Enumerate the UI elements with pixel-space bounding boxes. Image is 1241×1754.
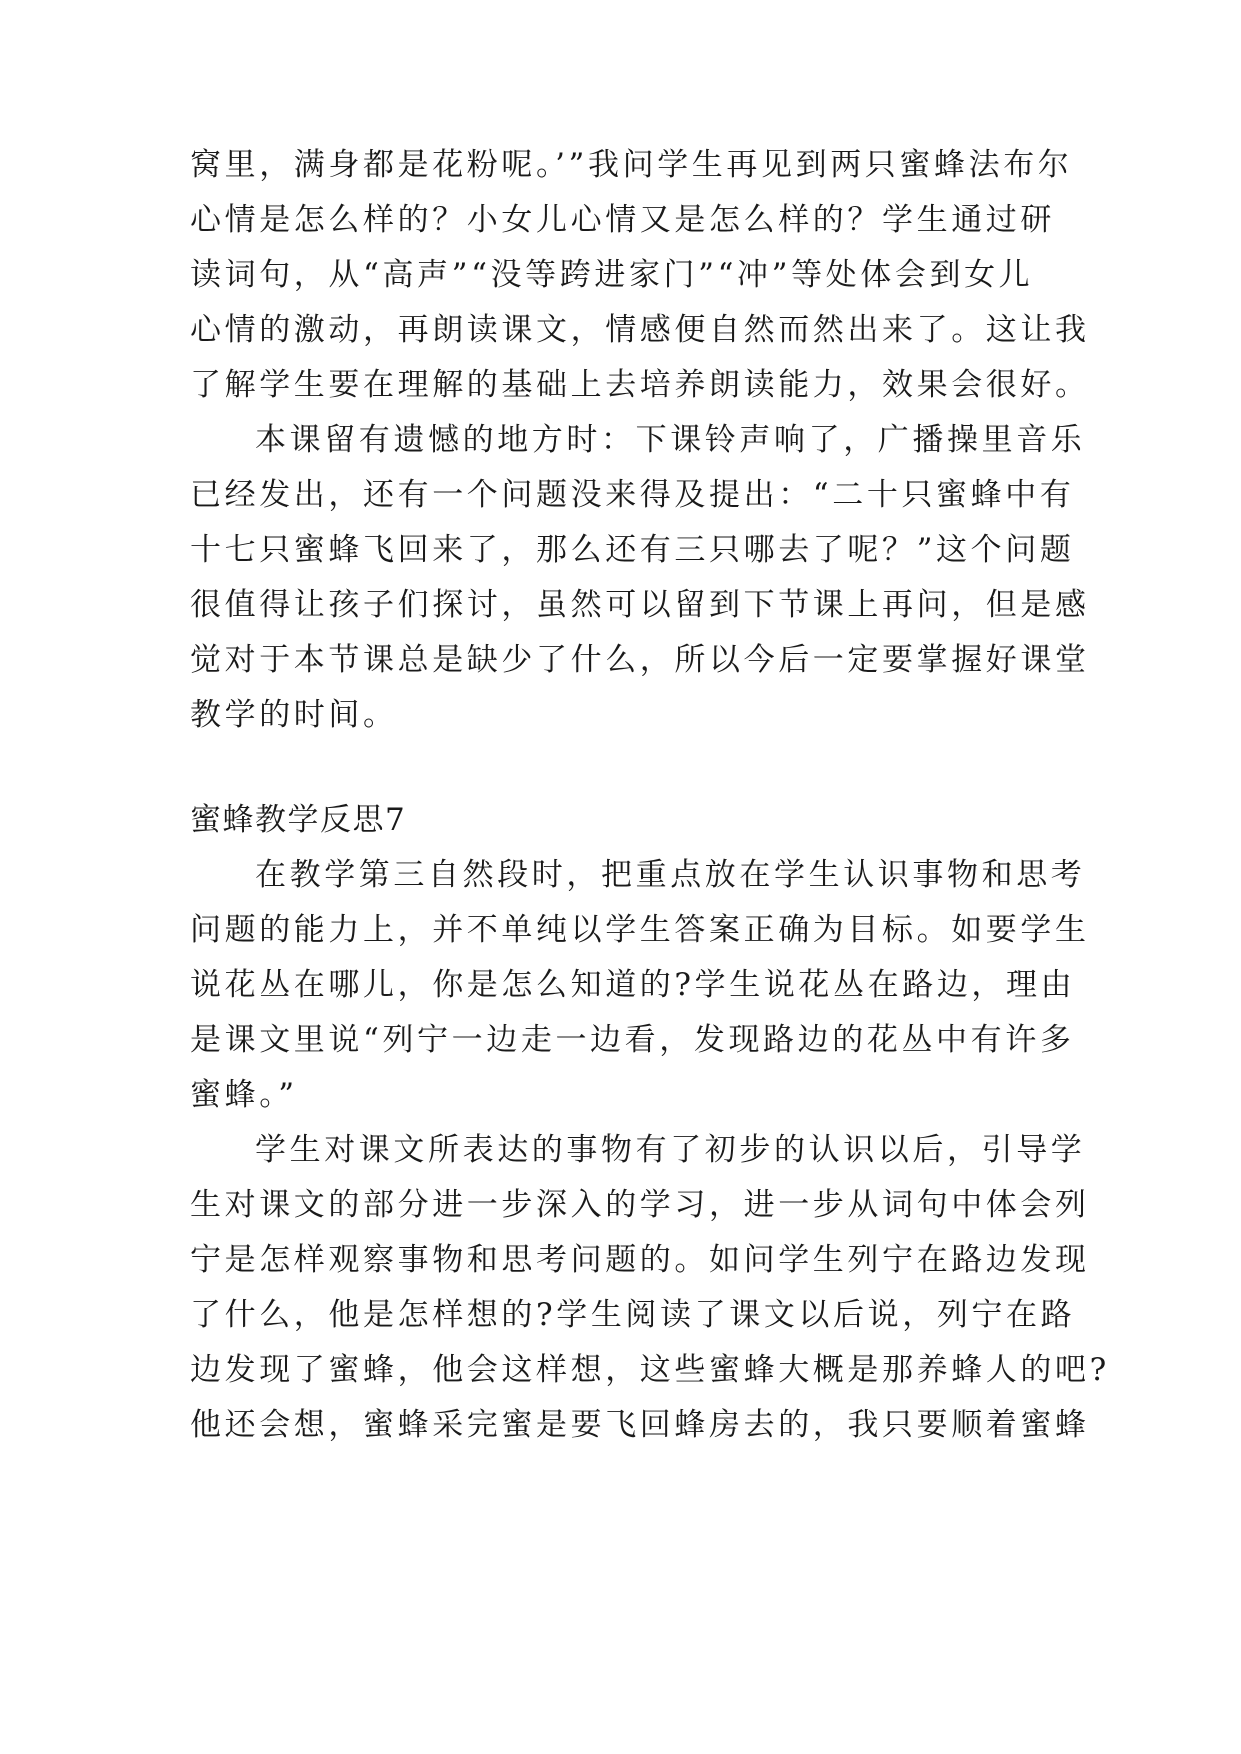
paragraph-line: 是课文里说“列宁一边走一边看，发现路边的花丛中有许多 — [190, 1022, 1075, 1058]
paragraph-line: 了什么，他是怎样想的?学生阅读了课文以后说，列宁在路 — [190, 1297, 1076, 1333]
paragraph-line: 问题的能力上，并不单纯以学生答案正确为目标。如要学生 — [190, 912, 1090, 948]
paragraph-line: 边发现了蜜蜂，他会这样想，这些蜜蜂大概是那养蜂人的吧? — [190, 1352, 1110, 1388]
paragraph-line: 蜜蜂。” — [190, 1077, 298, 1113]
paragraph-line: 很值得让孩子们探讨，虽然可以留到下节课上再问，但是感 — [190, 587, 1090, 623]
paragraph-line: 心情的激动，再朗读课文，情感便自然而然出来了。这让我 — [190, 312, 1090, 348]
paragraph-line: 已经发出，还有一个问题没来得及提出：“二十只蜜蜂中有 — [190, 477, 1075, 513]
paragraph-line: 在教学第三自然段时，把重点放在学生认识事物和思考 — [255, 857, 1086, 893]
paragraph-line: 读词句，从“高声”“没等跨进家门”“冲”等处体会到女儿 — [190, 257, 1034, 293]
paragraph-line: 他还会想，蜜蜂采完蜜是要飞回蜂房去的，我只要顺着蜜蜂 — [190, 1407, 1090, 1443]
paragraph-line: 觉对于本节课总是缺少了什么，所以今后一定要掌握好课堂 — [190, 642, 1090, 678]
paragraph-line: 宁是怎样观察事物和思考问题的。如问学生列宁在路边发现 — [190, 1242, 1090, 1278]
paragraph-line: 说花丛在哪儿，你是怎么知道的?学生说花丛在路边，理由 — [190, 967, 1076, 1003]
paragraph-line: 生对课文的部分进一步深入的学习，进一步从词句中体会列 — [190, 1187, 1090, 1223]
paragraph-line: 本课留有遗憾的地方时：下课铃声响了，广播操里音乐 — [255, 422, 1086, 458]
paragraph-line: 教学的时间。 — [190, 697, 398, 733]
paragraph-line: 了解学生要在理解的基础上去培养朗读能力，效果会很好。 — [190, 367, 1090, 403]
paragraph-line: 学生对课文所表达的事物有了初步的认识以后，引导学 — [255, 1132, 1086, 1168]
section-heading: 蜜蜂教学反思7 — [190, 802, 407, 838]
paragraph-line: 十七只蜜蜂飞回来了，那么还有三只哪去了呢？”这个问题 — [190, 532, 1075, 568]
paragraph-line: 心情是怎么样的？小女儿心情又是怎么样的？学生通过研 — [190, 202, 1055, 238]
paragraph-line: 窝里，满身都是花粉呢。’”我问学生再见到两只蜜蜂法布尔 — [190, 147, 1073, 183]
